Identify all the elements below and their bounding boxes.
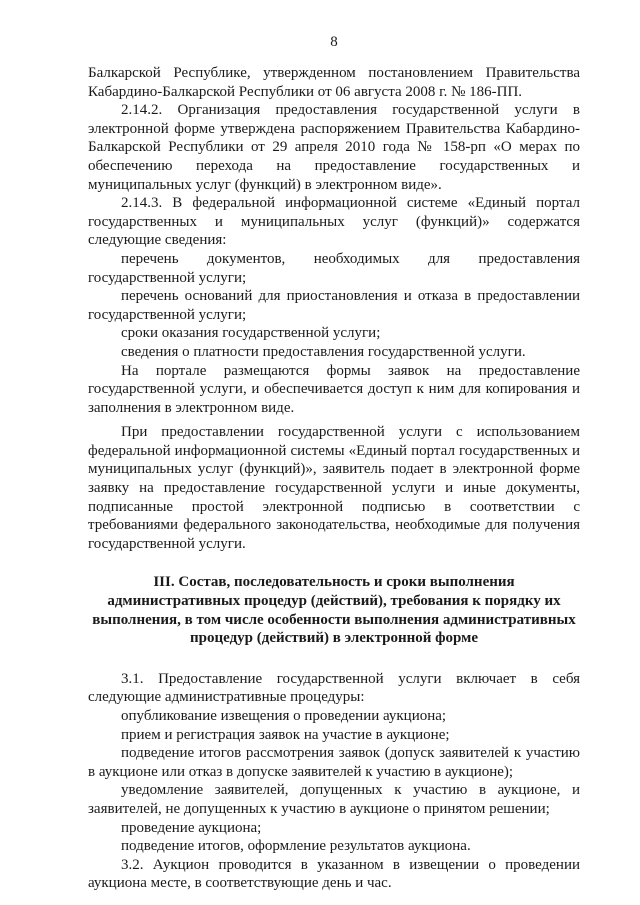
list-item-review: подведение итогов рассмотрения заявок (допуск заявителей к участию в аукционе или отказ в допуске заявителей к участию в аукционе);	[88, 745, 580, 780]
page-number: 8	[330, 34, 338, 50]
list-item-results: подведение итогов, оформление результатов аукциона.	[121, 838, 471, 855]
document-body	[88, 64, 580, 893]
list-item-auction: проведение аукциона;	[121, 819, 262, 836]
list-item-notification: уведомление заявителей, допущенных к участию в аукционе, и заявителей, не допущенных к участию в аукционе о принятом решении;	[88, 782, 580, 817]
document-page	[88, 0, 580, 905]
list-item-documents: перечень документов, необходимых для предоставления государственной услуги;	[88, 250, 580, 286]
list-item-grounds: перечень оснований для приостановления и отказа в предоставлении государственной услуги;	[88, 288, 580, 323]
list-item-terms: сроки оказания государственной услуги;	[121, 325, 381, 342]
paragraph-continuation: Балкарской Республике, утвержденном постановлением Правительства Кабардино-Балкарской Республики от 06 августа 2008 г. № 186-ПП.	[88, 65, 580, 100]
paragraph-3-2: 3.2. Аукцион проводится в указанном в извещении о проведении аукциона месте, в соответствующие день и час.	[88, 856, 580, 892]
list-item-registration: прием и регистрация заявок на участие в аукционе;	[121, 726, 450, 743]
paragraph-3-1: 3.1. Предоставление государственной услуги включает в себя следующие административные процедуры:	[88, 670, 580, 706]
section-heading: III. Состав, последовательность и сроки выполнения административных процедур (действий), требования к порядку их выполнения, в том числе особенности выполнения административных процедур (действий) в электронной форме	[92, 574, 576, 647]
paragraph-portal-forms: На портале размещаются формы заявок на предоставление государственной услуги, и обеспечивается доступ к ним для копирования и заполнения в электронном виде.	[88, 362, 580, 416]
list-item-fees: сведения о платности предоставления государственной услуги.	[121, 343, 526, 360]
paragraph-2-14-3: 2.14.3. В федеральной информационной системе «Единый портал государственных и муниципальных услуг (функций)» содержатся следующие сведения:	[88, 195, 580, 249]
paragraph-2-14-2: 2.14.2. Организация предоставления государственной услуги в электронной форме утверждена распоряжением Правительства Кабардино-Балкарской Республики от 29 апреля 2010 года № 158-рп «О мерах по обеспечению перехода на предоставление государственных и муниципальных услуг (функций) в электронном виде».	[88, 102, 580, 193]
paragraph-electronic-submission: При предоставлении государственной услуги с использованием федеральной информационной системы «Единый портал государственных и муниципальных услуг (функций)», заявитель подает в электронной форме заявку на предоставление государственной услуги и иные документы, подписанные простой электронной подписью в соответствии с требованиями федерального законодательства, необходимые для получения государственной услуги.	[88, 424, 580, 552]
list-item-publication: опубликование извещения о проведении аукциона;	[121, 708, 447, 724]
